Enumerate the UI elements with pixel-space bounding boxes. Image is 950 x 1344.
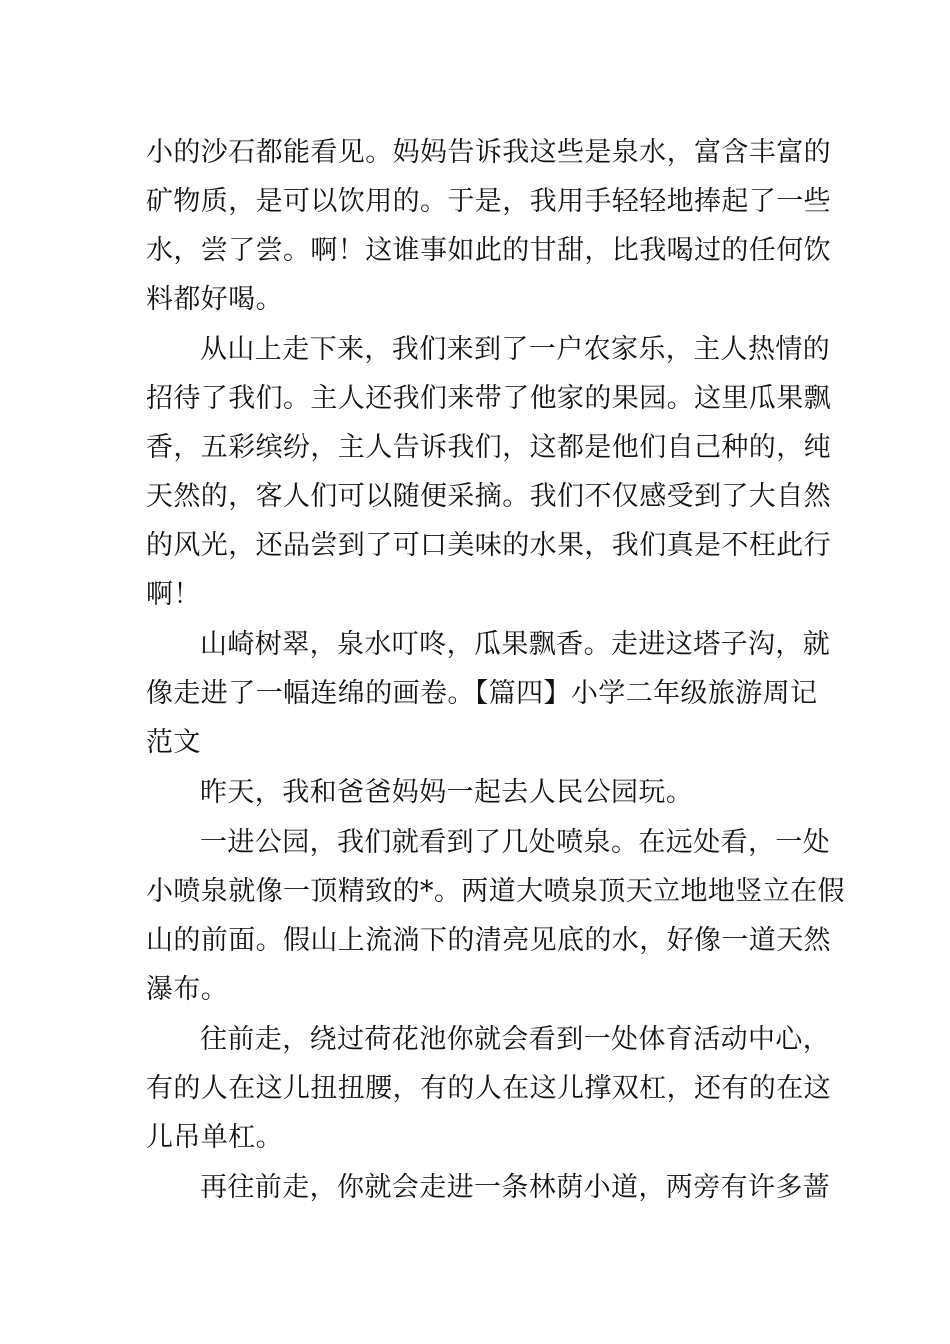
paragraph-first-line: 从山上走下来，我们来到了一户农家乐，主人热情的 [200,334,831,365]
document-body [146,128,845,1212]
text-line: 香，五彩缤纷，主人告诉我们，这都是他们自己种的，纯 [146,432,831,463]
text-line: 像走进了一幅连绵的画卷。【篇四】小学二年级旅游周记 [146,678,818,709]
text-line: 啊！ [146,579,201,610]
text-line: 小喷泉就像一顶精致的*。两道大喷泉顶天立地地竖立在假 [146,876,845,907]
text-line: 矿物质，是可以饮用的。于是，我用手轻轻地捧起了一些 [146,186,831,217]
text-line: 有的人在这儿扭扭腰，有的人在这儿撑双杠，还有的在这 [146,1073,831,1104]
text-line: 山的前面。假山上流淌下的清亮见底的水，好像一道天然 [146,925,831,956]
text-line: 招待了我们。主人还我们来带了他家的果园。这里瓜果飘 [146,383,831,414]
paragraph-first-line: 再往前走，你就会走进一条林荫小道，两旁有许多蔷 [200,1172,831,1203]
paragraph-first-line: 一进公园，我们就看到了几处喷泉。在远处看，一处 [200,827,831,858]
text-line: 儿吊单杠。 [146,1122,283,1153]
paragraph-first-line: 昨天，我和爸爸妈妈一起去人民公园玩。 [200,777,694,808]
text-line: 天然的，客人们可以随便采摘。我们不仅感受到了大自然 [146,481,831,512]
text-line: 料都好喝。 [146,284,283,315]
text-line: 瀑布。 [146,974,229,1005]
text-line: 小的沙石都能看见。妈妈告诉我这些是泉水，富含丰富的 [146,137,831,168]
paragraph-first-line: 往前走，绕过荷花池你就会看到一处体育活动中心， [200,1024,831,1055]
text-line: 范文 [146,727,201,758]
text-line: 水，尝了尝。啊！这谁事如此的甘甜，比我喝过的任何饮 [146,235,831,266]
paragraph-first-line: 山崎树翠，泉水叮咚，瓜果飘香。走进这塔子沟，就 [200,629,831,660]
text-line: 的风光，还品尝到了可口美味的水果，我们真是不枉此行 [146,530,831,561]
